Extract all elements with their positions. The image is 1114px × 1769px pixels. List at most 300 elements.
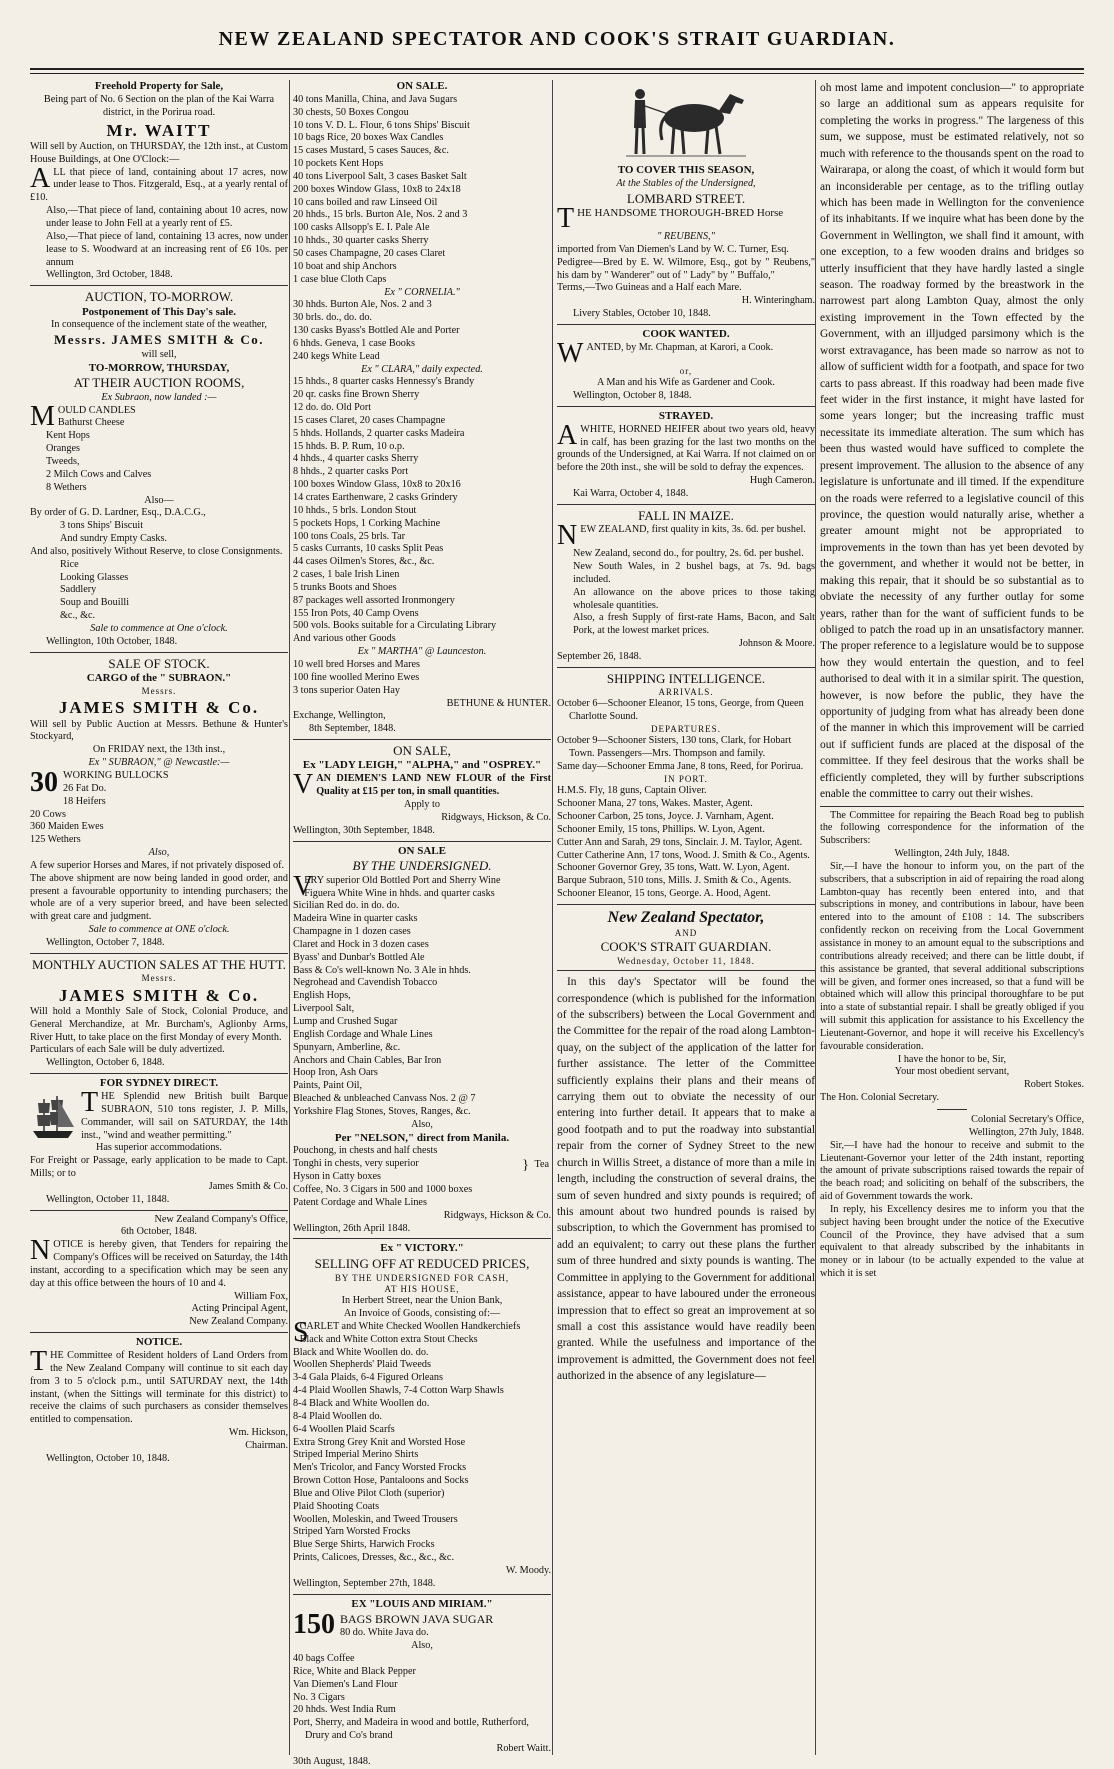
list-item: 2 cases, 1 bale Irish Linen bbox=[293, 569, 400, 581]
item-list bbox=[293, 376, 551, 646]
list-item: 6-4 Woollen Plaid Scarfs bbox=[293, 1423, 395, 1435]
list-item: October 9—Schooner Sisters, 130 tons, Clark, for Hobart Town. Passengers—Mrs. Thompson and family. bbox=[557, 735, 792, 760]
ad-title: TO COVER THIS SEASON, bbox=[617, 164, 755, 176]
ad-signature: New Zealand Company. bbox=[189, 1316, 288, 1328]
list-item: 130 casks Byass's Bottled Ale and Porter bbox=[293, 325, 460, 337]
list-item: 30 hhds. Burton Ale, Nos. 2 and 3 bbox=[293, 299, 432, 311]
ad-text: HE HANDSOME THOROUGH-BRED Horse bbox=[577, 207, 784, 220]
ad-victory bbox=[293, 1242, 551, 1590]
list-item: 155 Iron Pots, 40 Camp Ovens bbox=[293, 607, 419, 619]
letter-office: Colonial Secretary's Office, bbox=[971, 1113, 1084, 1125]
ad-text: By order of G. D. Lardner, Esq., D.A.C.G., bbox=[30, 507, 206, 519]
ad-text: HE Splendid new British built Barque SUBRAON, 510 tons register, J. P. Mills, Commander, will sail on SATURDAY, the 14th inst., "wind and weather permitting." bbox=[81, 1090, 288, 1141]
drop-cap: M bbox=[30, 400, 55, 432]
divider bbox=[557, 904, 815, 905]
list-item: Same day—Schooner Emma Jane, 8 tons, Reed, for Porirua. bbox=[557, 761, 804, 773]
ad-signature: William Fox, bbox=[234, 1290, 288, 1302]
list-item: Schooner Emily, 15 tons, Phillips. W. Lyon, Agent. bbox=[557, 823, 765, 835]
ad-text: And also, positively Without Reserve, to close Consignments. bbox=[30, 545, 283, 557]
list-item: Yorkshire Flag Stones, Stoves, Ranges, &c. bbox=[293, 1105, 471, 1117]
item-list bbox=[293, 1653, 551, 1743]
ad-subtitle: Being part of No. 6 Section on the plan of the Kai Warra district, in the Porirua road. bbox=[43, 93, 275, 118]
list-item: Striped Yarn Worsted Frocks bbox=[293, 1526, 411, 1538]
ad-text: BY THE UNDERSIGNED FOR CASH, bbox=[334, 1272, 510, 1283]
list-item: Saddlery bbox=[60, 584, 97, 596]
ad-text: imported from Van Diemen's Land by W. C. Turner, Esq. bbox=[557, 243, 789, 255]
ad-text: ANTED, by Mr. Chapman, at Karori, a Cook. bbox=[586, 341, 774, 353]
ad-sydney-direct bbox=[30, 1077, 288, 1206]
item-list bbox=[557, 698, 815, 724]
auctioneer-name: Mr. WAITT bbox=[106, 120, 212, 140]
divider bbox=[557, 970, 815, 971]
drop-cap: S bbox=[293, 1316, 309, 1348]
list-item: Lump and Crushed Sugar bbox=[293, 1016, 398, 1028]
list-item: Blue and Olive Pilot Cloth (superior) bbox=[293, 1487, 445, 1499]
list-item: Tonghi in chests, very superior bbox=[293, 1158, 419, 1170]
list-item: 240 kegs White Lead bbox=[293, 350, 380, 362]
ad-date: Wellington, October 11, 1848. bbox=[46, 1193, 170, 1205]
ad-monthly-auction bbox=[30, 957, 288, 1070]
ad-text: Also, a fresh Supply of first-rate Hams, Bacon, and Salt Pork, at the lowest market prices. bbox=[573, 612, 815, 637]
list-item: CARLET and White Checked Woollen Handkerchiefs bbox=[299, 1320, 521, 1332]
item-list bbox=[30, 766, 288, 847]
item-list bbox=[293, 1316, 551, 1565]
ad-title: EX "LOUIS AND MIRIAM." bbox=[351, 1597, 493, 1610]
list-item: 40 tons Manilla, China, and Java Sugars bbox=[293, 93, 458, 105]
list-item: 10 well bred Horses and Mares bbox=[293, 658, 421, 670]
ad-text: will sell, bbox=[141, 348, 177, 360]
list-item: Hoop Iron, Ash Oars bbox=[293, 1067, 378, 1079]
editorial-text: In this day's Spectator will be found the correspondence (which is published for the information of the subscribers) between the Local Government and the Committee for the repair of the road along Lambton-quay, on the subject of the application of the latter for further assistance. The letter of the Committee sufficiently explains their plans and their means of carrying them out to obviate the necessity of our entering into further detail. It appears that to make a good footpath and to put the roadway into substantial repair from the corner of Sydney Street to the new church in Willis Street, a distance of more than a mile in length, including the construction of several drains, the sum of seven hundred and sixty pounds is required; of this amount about two hundred pounds is raised by subscription, to which the Government has promised to add an equivalent; to carry out these plans the further sum of three hundred and sixty pounds is wanting. The Committee in applying to the Government for additional assistance, appear to have laboured under the erroneous impression that to effect so great an improvement at so small a cost this assistance would have readily been granted. While the usefulness and importance of the improvement is admitted, the Government does not feel authorized in the absence of any legislature— bbox=[557, 976, 815, 1383]
list-item: Anchors and Chain Cables, Bar Iron bbox=[293, 1054, 442, 1066]
ad-date: Wellington, 3rd October, 1848. bbox=[46, 269, 173, 281]
ad-date: Wellington, October 7, 1848. bbox=[46, 936, 165, 948]
ad-text: Sale to commence at One o'clock. bbox=[90, 622, 228, 634]
ad-date: Wellington, 30th September, 1848. bbox=[293, 824, 435, 836]
list-item: Spunyarn, Amberline, &c. bbox=[293, 1041, 401, 1053]
letter-date: Wellington, 27th July, 1848. bbox=[968, 1126, 1084, 1138]
ad-louis-miriam bbox=[293, 1598, 551, 1769]
list-item: Kent Hops bbox=[46, 430, 90, 442]
list-item: &c., &c. bbox=[60, 610, 96, 622]
ad-title: COOK WANTED. bbox=[642, 327, 730, 340]
ad-subtitle: CARGO of the " SUBRAON." bbox=[86, 672, 232, 685]
list-item: Cutter Catherine Ann, 17 tons, Wood. J. Smith & Co., Agents. bbox=[557, 849, 810, 861]
divider bbox=[30, 285, 288, 286]
ad-subtitle: LOMBARD STREET. bbox=[626, 190, 746, 206]
ad-text: Also, bbox=[148, 847, 170, 859]
list-item: 200 boxes Window Glass, 10x8 to 24x18 bbox=[293, 183, 461, 195]
ad-title: ON SALE, bbox=[393, 743, 451, 759]
horse-name: " REUBENS," bbox=[657, 231, 715, 243]
ad-date: Wellington, October 8, 1848. bbox=[573, 390, 692, 402]
ad-text: Sale to commence at ONE o'clock. bbox=[88, 924, 230, 936]
ad-title: ON SALE. bbox=[396, 80, 448, 92]
drop-cap: T bbox=[557, 203, 575, 235]
ad-text: Pedigree—Bred by E. W. Wilmore, Esq., got by " Reubens," his dam by " Wanderer" out of " Lady" by " Buffalo," bbox=[557, 256, 815, 281]
editorial bbox=[557, 908, 815, 1385]
ad-text: Will sell by Public Auction at Messrs. Bethune & Hunter's Stockyard, bbox=[30, 718, 288, 743]
list-item: And sundry Empty Casks. bbox=[60, 533, 167, 545]
ad-signature: Ridgways, Hickson & Co. bbox=[443, 1209, 551, 1221]
ad-text: LL that piece of land, containing about 17 acres, now under lease to Thos. Fitzgerald, Esq., at a yearly rental of £10. bbox=[30, 166, 288, 204]
ad-date: Wellington, October 10, 1848. bbox=[46, 1452, 170, 1464]
drop-cap: A bbox=[557, 419, 578, 451]
list-item: Port, Sherry, and Madeira in wood and bottle, Rutherford, Drury and Co's brand bbox=[293, 1717, 529, 1742]
list-item: Extra Strong Grey Knit and Worsted Hose bbox=[293, 1436, 466, 1448]
ad-text: Will hold a Monthly Sale of Stock, Colonial Produce, and General Merchandize, at Mr. Burcham's, Aglionby Arms, River Hutt, to take place on the first Monday of every Month. bbox=[30, 1005, 288, 1043]
big-number: 30 bbox=[30, 766, 58, 798]
ship-icon bbox=[30, 1093, 76, 1141]
ad-cook-wanted bbox=[557, 328, 815, 403]
list-item: 15 hhds., 8 quarter casks Hennessy's Brandy bbox=[293, 376, 475, 388]
ad-subtitle: BY THE UNDERSIGNED. bbox=[352, 858, 492, 874]
ad-fall-in-maize bbox=[557, 508, 815, 664]
ad-strayed bbox=[557, 410, 815, 501]
list-item: 30 chests, 50 Boxes Congou bbox=[293, 106, 409, 118]
divider bbox=[30, 1073, 288, 1074]
list-item: 15 hhds. B. P. Rum, 10 o.p. bbox=[293, 440, 405, 452]
ad-text: New Zealand Company's Office, bbox=[154, 1213, 288, 1225]
ad-on-sale bbox=[293, 80, 551, 736]
letter-closing: Your most obedient servant, bbox=[894, 1066, 1010, 1078]
list-item: 14 crates Earthenware, 2 casks Grindery bbox=[293, 492, 458, 504]
list-item: Bathurst Cheese bbox=[57, 417, 125, 429]
ad-text: BAGS BROWN JAVA SUGAR bbox=[340, 1611, 494, 1626]
list-item: Paints, Paint Oil, bbox=[293, 1080, 363, 1092]
list-item: 40 bags Coffee bbox=[293, 1653, 355, 1665]
list-item: Men's Tricolor, and Fancy Worsted Frocks bbox=[293, 1462, 467, 1474]
list-item: And various other Goods bbox=[293, 633, 396, 645]
list-item: Rice bbox=[60, 558, 79, 570]
ad-subtitle: Per "NELSON," direct from Manila. bbox=[334, 1131, 510, 1144]
ad-title: NOTICE. bbox=[135, 1336, 183, 1349]
list-item: Blue Serge Shirts, Harwich Frocks bbox=[293, 1539, 435, 1551]
list-item: 100 fine woolled Merino Ewes bbox=[293, 671, 420, 683]
ad-to-cover bbox=[557, 80, 815, 321]
ad-signature: BETHUNE & HUNTER. bbox=[446, 697, 551, 709]
item-list bbox=[557, 735, 815, 774]
list-item: Figuera White Wine in hhds. and quarter casks bbox=[304, 887, 495, 899]
letter-recipient: The Hon. Colonial Secretary. bbox=[820, 1092, 940, 1104]
letter-signature: Robert Stokes. bbox=[1024, 1079, 1084, 1091]
list-item: Coffee, No. 3 Cigars in 500 and 1000 boxes bbox=[293, 1184, 473, 1195]
drop-cap: V bbox=[293, 769, 314, 801]
ad-title: SALE OF STOCK. bbox=[108, 655, 210, 671]
ad-date: Livery Stables, October 10, 1848. bbox=[573, 308, 711, 320]
ad-text: Apply to bbox=[404, 798, 440, 810]
divider bbox=[557, 667, 815, 668]
drop-cap: A bbox=[30, 162, 51, 194]
ad-date: 30th August, 1848. bbox=[293, 1755, 371, 1767]
list-item: 44 cases Oilmen's Stores, &c., &c. bbox=[293, 556, 435, 568]
ad-signature: James Smith & Co. bbox=[208, 1180, 288, 1192]
big-number: 150 bbox=[293, 1608, 335, 1640]
ad-text: Terms,—Two Guineas and a Half each Mare. bbox=[557, 282, 742, 294]
ad-text: New Zealand, second do., for poultry, 2s. 6d. per bushel. bbox=[573, 548, 804, 560]
ad-text: Also— bbox=[144, 494, 174, 506]
ad-text: Will sell by Auction, on THURSDAY, the 12th inst., at Custom House Buildings, at One O'Clock:— bbox=[30, 140, 288, 165]
ad-text: An allowance on the above prices to those taking wholesale quantities. bbox=[573, 586, 815, 611]
list-item: Black and White Cotton extra Stout Checks bbox=[299, 1333, 478, 1345]
ad-text: A few superior Horses and Mares, if not privately disposed of. bbox=[30, 859, 285, 871]
list-item: Woollen, Moleskin, and Tweed Trousers bbox=[293, 1513, 458, 1525]
list-item: Patent Cordage and Whale Lines bbox=[293, 1196, 427, 1208]
list-item: 10 boat and ship Anchors bbox=[293, 260, 397, 272]
list-item: 26 Fat Do. bbox=[63, 782, 107, 794]
drop-cap: N bbox=[557, 520, 578, 552]
list-item: No. 3 Cigars bbox=[293, 1691, 345, 1703]
ad-text: Ex Subraon, now landed :— bbox=[101, 391, 217, 403]
ad-text: Particulars of each Sale will be duly advertized. bbox=[30, 1044, 225, 1056]
list-item: Byass' and Dunbar's Bottled Ale bbox=[293, 951, 425, 963]
ad-text: On FRIDAY next, the 13th inst., bbox=[92, 744, 226, 756]
ad-title: ON SALE bbox=[398, 844, 446, 857]
ad-signature: Wm. Hickson, bbox=[228, 1427, 288, 1439]
ad-title: AUCTION, TO-MORROW. bbox=[84, 289, 234, 305]
firm-name: JAMES SMITH & Co. bbox=[58, 698, 260, 718]
list-item: 10 bags Rice, 20 boxes Wax Candles bbox=[293, 132, 444, 144]
divider bbox=[30, 1332, 288, 1333]
list-item: 30 brls. do., do. do. bbox=[293, 312, 372, 324]
list-item: 4-4 Plaid Woollen Shawls, 7-4 Cotton Warp Shawls bbox=[293, 1385, 504, 1397]
list-item: Champagne in 1 dozen cases bbox=[293, 926, 411, 938]
list-item: 8 hhds., 2 quarter casks Port bbox=[293, 466, 409, 478]
column-4 bbox=[820, 80, 1084, 1760]
ad-text: Ex " SUBRAON," @ Newcastle:— bbox=[88, 757, 230, 769]
item-list bbox=[293, 299, 551, 363]
ad-date: 8th September, 1848. bbox=[309, 723, 396, 735]
ad-signature: H. Winteringham. bbox=[741, 295, 815, 307]
ad-subtitle: At the Stables of the Undersigned, bbox=[616, 177, 756, 189]
list-item: 8-4 Plaid Woollen do. bbox=[293, 1410, 382, 1422]
masthead: NEW ZEALAND SPECTATOR AND COOK'S STRAIT GUARDIAN. bbox=[218, 28, 896, 50]
list-item: Looking Glasses bbox=[60, 571, 129, 583]
list-item: 5 pockets Hops, 1 Corking Machine bbox=[293, 517, 441, 529]
drop-cap: T bbox=[81, 1086, 99, 1118]
list-item: WORKING BULLOCKS bbox=[63, 769, 169, 781]
list-item: 8 Wethers bbox=[46, 481, 87, 493]
ad-text: AT THEIR AUCTION ROOMS, bbox=[73, 375, 245, 391]
ad-title: Freehold Property for Sale, bbox=[94, 80, 224, 92]
ad-text: Messrs. bbox=[141, 685, 177, 696]
ad-subtitle: Ex " MARTHA" @ Launceston. bbox=[357, 646, 487, 658]
ad-text: Also,—That piece of land, containing about 10 acres, now under lease to John Fell at a yearly rent of £5. bbox=[46, 205, 288, 230]
divider bbox=[30, 1210, 288, 1211]
ad-text: In consequence of the inclement state of the weather, bbox=[51, 319, 267, 331]
list-item: 2 Milch Cows and Calves bbox=[46, 468, 152, 480]
list-item: 5 trunks Boots and Shoes bbox=[293, 581, 397, 593]
list-item: 20 qr. casks fine Brown Sherry bbox=[293, 389, 420, 401]
letter-date: Wellington, 24th July, 1848. bbox=[894, 848, 1010, 860]
horse-icon bbox=[626, 80, 746, 160]
divider bbox=[557, 504, 815, 505]
ad-sale-of-stock bbox=[30, 656, 288, 950]
list-item: Bass & Co's well-known No. 3 Ale in hhds. bbox=[293, 964, 471, 976]
item-list bbox=[293, 1184, 551, 1210]
list-item: Pouchong, in chests and half chests bbox=[293, 1145, 438, 1157]
list-item: Schooner Governor Grey, 35 tons, Watt. W. Lyon, Agent. bbox=[557, 862, 790, 874]
item-list bbox=[293, 94, 551, 287]
list-item: OULD CANDLES bbox=[57, 404, 136, 416]
ad-subtitle: Postponement of This Day's sale. bbox=[81, 305, 237, 318]
ad-on-sale-flour bbox=[293, 743, 551, 837]
divider bbox=[937, 1109, 967, 1110]
ad-text: Also, bbox=[411, 1640, 433, 1652]
list-item: 3 tons superior Oaten Hay bbox=[293, 684, 400, 696]
ad-text: HE Committee of Resident holders of Land Orders from the New Zealand Company will continue to sit each day from 3 to 5 o'clock p.m., until SATURDAY next, the 14th instant, (when the Sittings will terminate for this district) to receive the claims of such purchasers as consider themselves entitled to compensation. bbox=[30, 1350, 288, 1426]
item-list bbox=[293, 1145, 493, 1184]
item-list bbox=[30, 559, 288, 623]
ad-title: Ex " VICTORY." bbox=[380, 1242, 464, 1255]
list-item: 15 cases Claret, 20 cases Champagne bbox=[293, 414, 446, 426]
list-item: ERY superior Old Bottled Port and Sherry Wine bbox=[304, 874, 501, 886]
item-list bbox=[30, 520, 288, 546]
list-item: Schooner Mana, 27 tons, Wakes. Master, Agent. bbox=[557, 798, 753, 810]
ad-on-sale-undersigned bbox=[293, 845, 551, 1236]
ad-text: Also,—That piece of land, containing 13 acres, now under lease to S. Woodward at an increasing rent of £6 10s. per annum bbox=[46, 230, 288, 268]
list-item: 18 Heifers bbox=[63, 795, 106, 807]
ad-text: 80 do. White Java do. bbox=[340, 1627, 429, 1639]
list-item: 3-4 Gala Plaids, 6-4 Figured Orleans bbox=[293, 1372, 443, 1384]
list-item: Hyson in Catty boxes bbox=[293, 1171, 382, 1183]
ad-text: New South Wales, in 2 bushel bags, at 7s. 9d. bags included. bbox=[573, 561, 815, 585]
ad-date: September 26, 1848. bbox=[557, 650, 642, 662]
list-item: Sicilian Red do. in do. do. bbox=[293, 900, 400, 912]
letter-text: Sir,—I have the honour to inform you, on the part of the subscribers, that a subscription in aid of repairing the road along Lambton-quay has recently been entered into, and that subscriptions in money, and contributions in labour, have been entered into to the amount of £108 : 14. The subscribers confidently reckon on receiving from the Local Government assistance in money to an amount equal to the subscriptions and contributions already received; and there can be little doubt, if this assistance be granted, that several additional subscriptions will be given, and former ones increased, so that a fund will be obtained which will allow this principal thoroughfare to be put into a state of substantial repair. I shall be greatly obliged if you will submit this application for assistance to his Excellency the Lieutenant-Governor, and hope it will receive his Excellency's favourable consideration. bbox=[820, 860, 1084, 1052]
ad-auction-tomorrow bbox=[30, 289, 288, 648]
list-item: Cutter Ann and Sarah, 29 tons, Sinclair. J. M. Taylor, Agent. bbox=[557, 836, 803, 848]
list-item: October 6—Schooner Eleanor, 15 tons, George, from Queen Charlotte Sound. bbox=[557, 698, 804, 723]
divider bbox=[557, 406, 815, 407]
list-item: 360 Maiden Ewes bbox=[30, 821, 104, 833]
list-item: 100 boxes Window Glass, 10x8 to 20x16 bbox=[293, 479, 461, 491]
item-list bbox=[293, 659, 551, 698]
letter-closing: I have the honor to be, Sir, bbox=[897, 1053, 1007, 1065]
list-item: Liverpool Salt, bbox=[293, 1003, 355, 1015]
section-subtitle: DEPARTURES. bbox=[651, 724, 721, 735]
ad-signature: Johnson & Moore. bbox=[738, 638, 815, 650]
divider bbox=[820, 806, 1084, 807]
list-item: 10 hhds., 5 brls. London Stout bbox=[293, 504, 417, 516]
ad-subtitle: Ex " CLARA," daily expected. bbox=[361, 363, 483, 375]
ad-subtitle: Ex "LADY LEIGH," "ALPHA," and "OSPREY." bbox=[302, 759, 542, 772]
column-3 bbox=[557, 80, 815, 1760]
drop-cap: N bbox=[30, 1235, 51, 1267]
list-item: Negrohead and Cavendish Tobacco bbox=[293, 977, 438, 989]
ad-title: STRAYED. bbox=[658, 409, 714, 422]
ad-date: 6th October, 1848. bbox=[121, 1226, 197, 1238]
list-item: Bleached & unbleached Canvass Nos. 2 @ 7 bbox=[293, 1093, 476, 1105]
list-item: Woollen Shepherds' Plaid Tweeds bbox=[293, 1359, 431, 1371]
letter-text: In reply, his Excellency desires me to inform you that the subject having been brought under the notice of the Executive Council of the Province, they have advised that a sum equivalent to that already subscribed by the inhabitants in money or in labour (to be actually expended to the value at which it is set bbox=[820, 1203, 1084, 1280]
section-subtitle: IN PORT. bbox=[664, 774, 708, 784]
ad-date: Wellington, September 27th, 1848. bbox=[293, 1577, 436, 1589]
ad-date: Wellington, 26th April 1848. bbox=[293, 1222, 411, 1234]
list-item: 5 casks Currants, 10 casks Split Peas bbox=[293, 543, 444, 555]
ad-text: TO-MORROW, THURSDAY, bbox=[88, 361, 230, 374]
list-item: 15 cases Mustard, 5 cases Sauces, &c. bbox=[293, 145, 449, 157]
list-item: 20 hhds. West India Rum bbox=[293, 1704, 396, 1716]
ad-text: The above shipment are now being landed in good order, and present a favourable opportunity to intending purchasers; the whole are of a very superior breed, and have been selected with great care and judgment. bbox=[30, 872, 288, 923]
list-item: 6 hhds. Geneva, 1 case Books bbox=[293, 337, 415, 349]
list-item: Barque Subraon, 510 tons, Mills. J. Smith & Co., Agents. bbox=[557, 875, 792, 887]
list-item: Tweeds, bbox=[46, 455, 80, 467]
list-item: 100 tons Coals, 25 brls. Tar bbox=[293, 530, 406, 542]
ad-date: Wellington, October 6, 1848. bbox=[46, 1057, 165, 1069]
ad-text: The Committee for repairing the Beach Road beg to publish the following correspondence for the information of the Subscribers: bbox=[820, 809, 1084, 847]
list-item: 1 case blue Cloth Caps bbox=[293, 273, 387, 285]
list-item: 5 hhds. Hollands, 2 quarter casks Madeira bbox=[293, 427, 465, 439]
divider bbox=[293, 739, 551, 740]
ad-signature: W. Moody. bbox=[505, 1564, 551, 1576]
ad-text: WHITE, HORNED HEIFER about two years old, heavy in calf, has been grazing for the last two months on the grounds of the Undersigned, at Kai Warra. If not claimed on or before the 20th inst., she will be sold to defray the expences. bbox=[557, 423, 815, 474]
column-divider bbox=[815, 80, 816, 1755]
ad-title: FALL IN MAIZE. bbox=[638, 507, 734, 523]
list-item: Striped Imperial Merino Shirts bbox=[293, 1449, 419, 1461]
ad-signature: Ridgways, Hickson, & Co. bbox=[441, 811, 551, 823]
ad-text: Exchange, Wellington, bbox=[293, 710, 386, 722]
list-item: 50 cases Champagne, 20 cases Claret bbox=[293, 247, 446, 259]
list-item: Schooner Carbon, 25 tons, Joyce. J. Varnham, Agent. bbox=[557, 811, 774, 823]
ad-subtitle: SELLING OFF AT REDUCED PRICES, bbox=[314, 1256, 530, 1272]
list-item: 125 Wethers bbox=[30, 834, 81, 846]
ad-text: AND bbox=[674, 928, 698, 939]
ad-text: A Man and his Wife as Gardener and Cook. bbox=[597, 377, 775, 389]
firm-name: Messrs. JAMES SMITH & Co. bbox=[53, 332, 265, 348]
list-item: 10 tons V. D. L. Flour, 6 tons Ships' Biscuit bbox=[293, 119, 470, 131]
list-item: 20 hhds., 15 brls. Burton Ale, Nos. 2 and 3 bbox=[293, 209, 468, 221]
list-item: 10 cans boiled and raw Linseed Oil bbox=[293, 196, 438, 208]
ad-text: Messrs. bbox=[141, 973, 177, 984]
item-list bbox=[293, 870, 551, 1119]
list-item: English Cordage and Whale Lines bbox=[293, 1028, 433, 1040]
ad-title: MONTHLY AUCTION SALES AT THE HUTT. bbox=[32, 956, 286, 972]
ad-signature: Chairman. bbox=[245, 1439, 288, 1451]
ad-signature: Robert Waitt. bbox=[496, 1742, 551, 1754]
drop-cap: V bbox=[293, 870, 314, 902]
list-item: H.M.S. Fly, 18 guns, Captain Oliver. bbox=[557, 785, 707, 797]
list-item: Claret and Hock in 3 dozen cases bbox=[293, 938, 429, 950]
paper-subtitle: COOK'S STRAIT GUARDIAN. bbox=[600, 939, 772, 955]
list-item: Rice, White and Black Pepper bbox=[293, 1665, 416, 1677]
list-item: 100 casks Allsopp's E. I. Pale Ale bbox=[293, 222, 430, 234]
shipping-intelligence bbox=[557, 671, 815, 901]
list-item: 500 vols. Books suitable for a Circulating Library bbox=[293, 620, 497, 632]
list-item: 20 Cows bbox=[30, 808, 66, 820]
ad-title: FOR SYDNEY DIRECT. bbox=[99, 1077, 219, 1090]
column-divider bbox=[552, 80, 553, 1755]
list-item: Schooner Eleanor, 15 tons, George. A. Hood, Agent. bbox=[557, 888, 771, 900]
ad-subtitle: Ex " CORNELIA." bbox=[384, 286, 460, 298]
divider bbox=[293, 841, 551, 842]
list-item: Soup and Bouilli bbox=[60, 597, 130, 609]
divider bbox=[30, 652, 288, 653]
list-item: Brown Cotton Hose, Pantaloons and Socks bbox=[293, 1475, 469, 1487]
divider bbox=[293, 1238, 551, 1239]
list-item: 4 hhds., 4 quarter casks Sherry bbox=[293, 453, 419, 465]
ad-text: EW ZEALAND, first quality in kits, 3s. 6d. per bushel. bbox=[580, 524, 806, 536]
masthead-rule bbox=[30, 68, 1084, 74]
ad-nz-company bbox=[30, 1214, 288, 1330]
column-divider bbox=[289, 80, 290, 1755]
issue-date: Wednesday, October 11, 1848. bbox=[617, 955, 755, 966]
column-1 bbox=[30, 80, 288, 1760]
ad-signature: Hugh Cameron. bbox=[749, 475, 815, 487]
list-item: Madeira Wine in quarter casks bbox=[293, 913, 418, 925]
list-item: Prints, Calicoes, Dresses, &c., &c., &c. bbox=[293, 1552, 454, 1564]
ad-signature: Acting Principal Agent, bbox=[191, 1303, 288, 1315]
